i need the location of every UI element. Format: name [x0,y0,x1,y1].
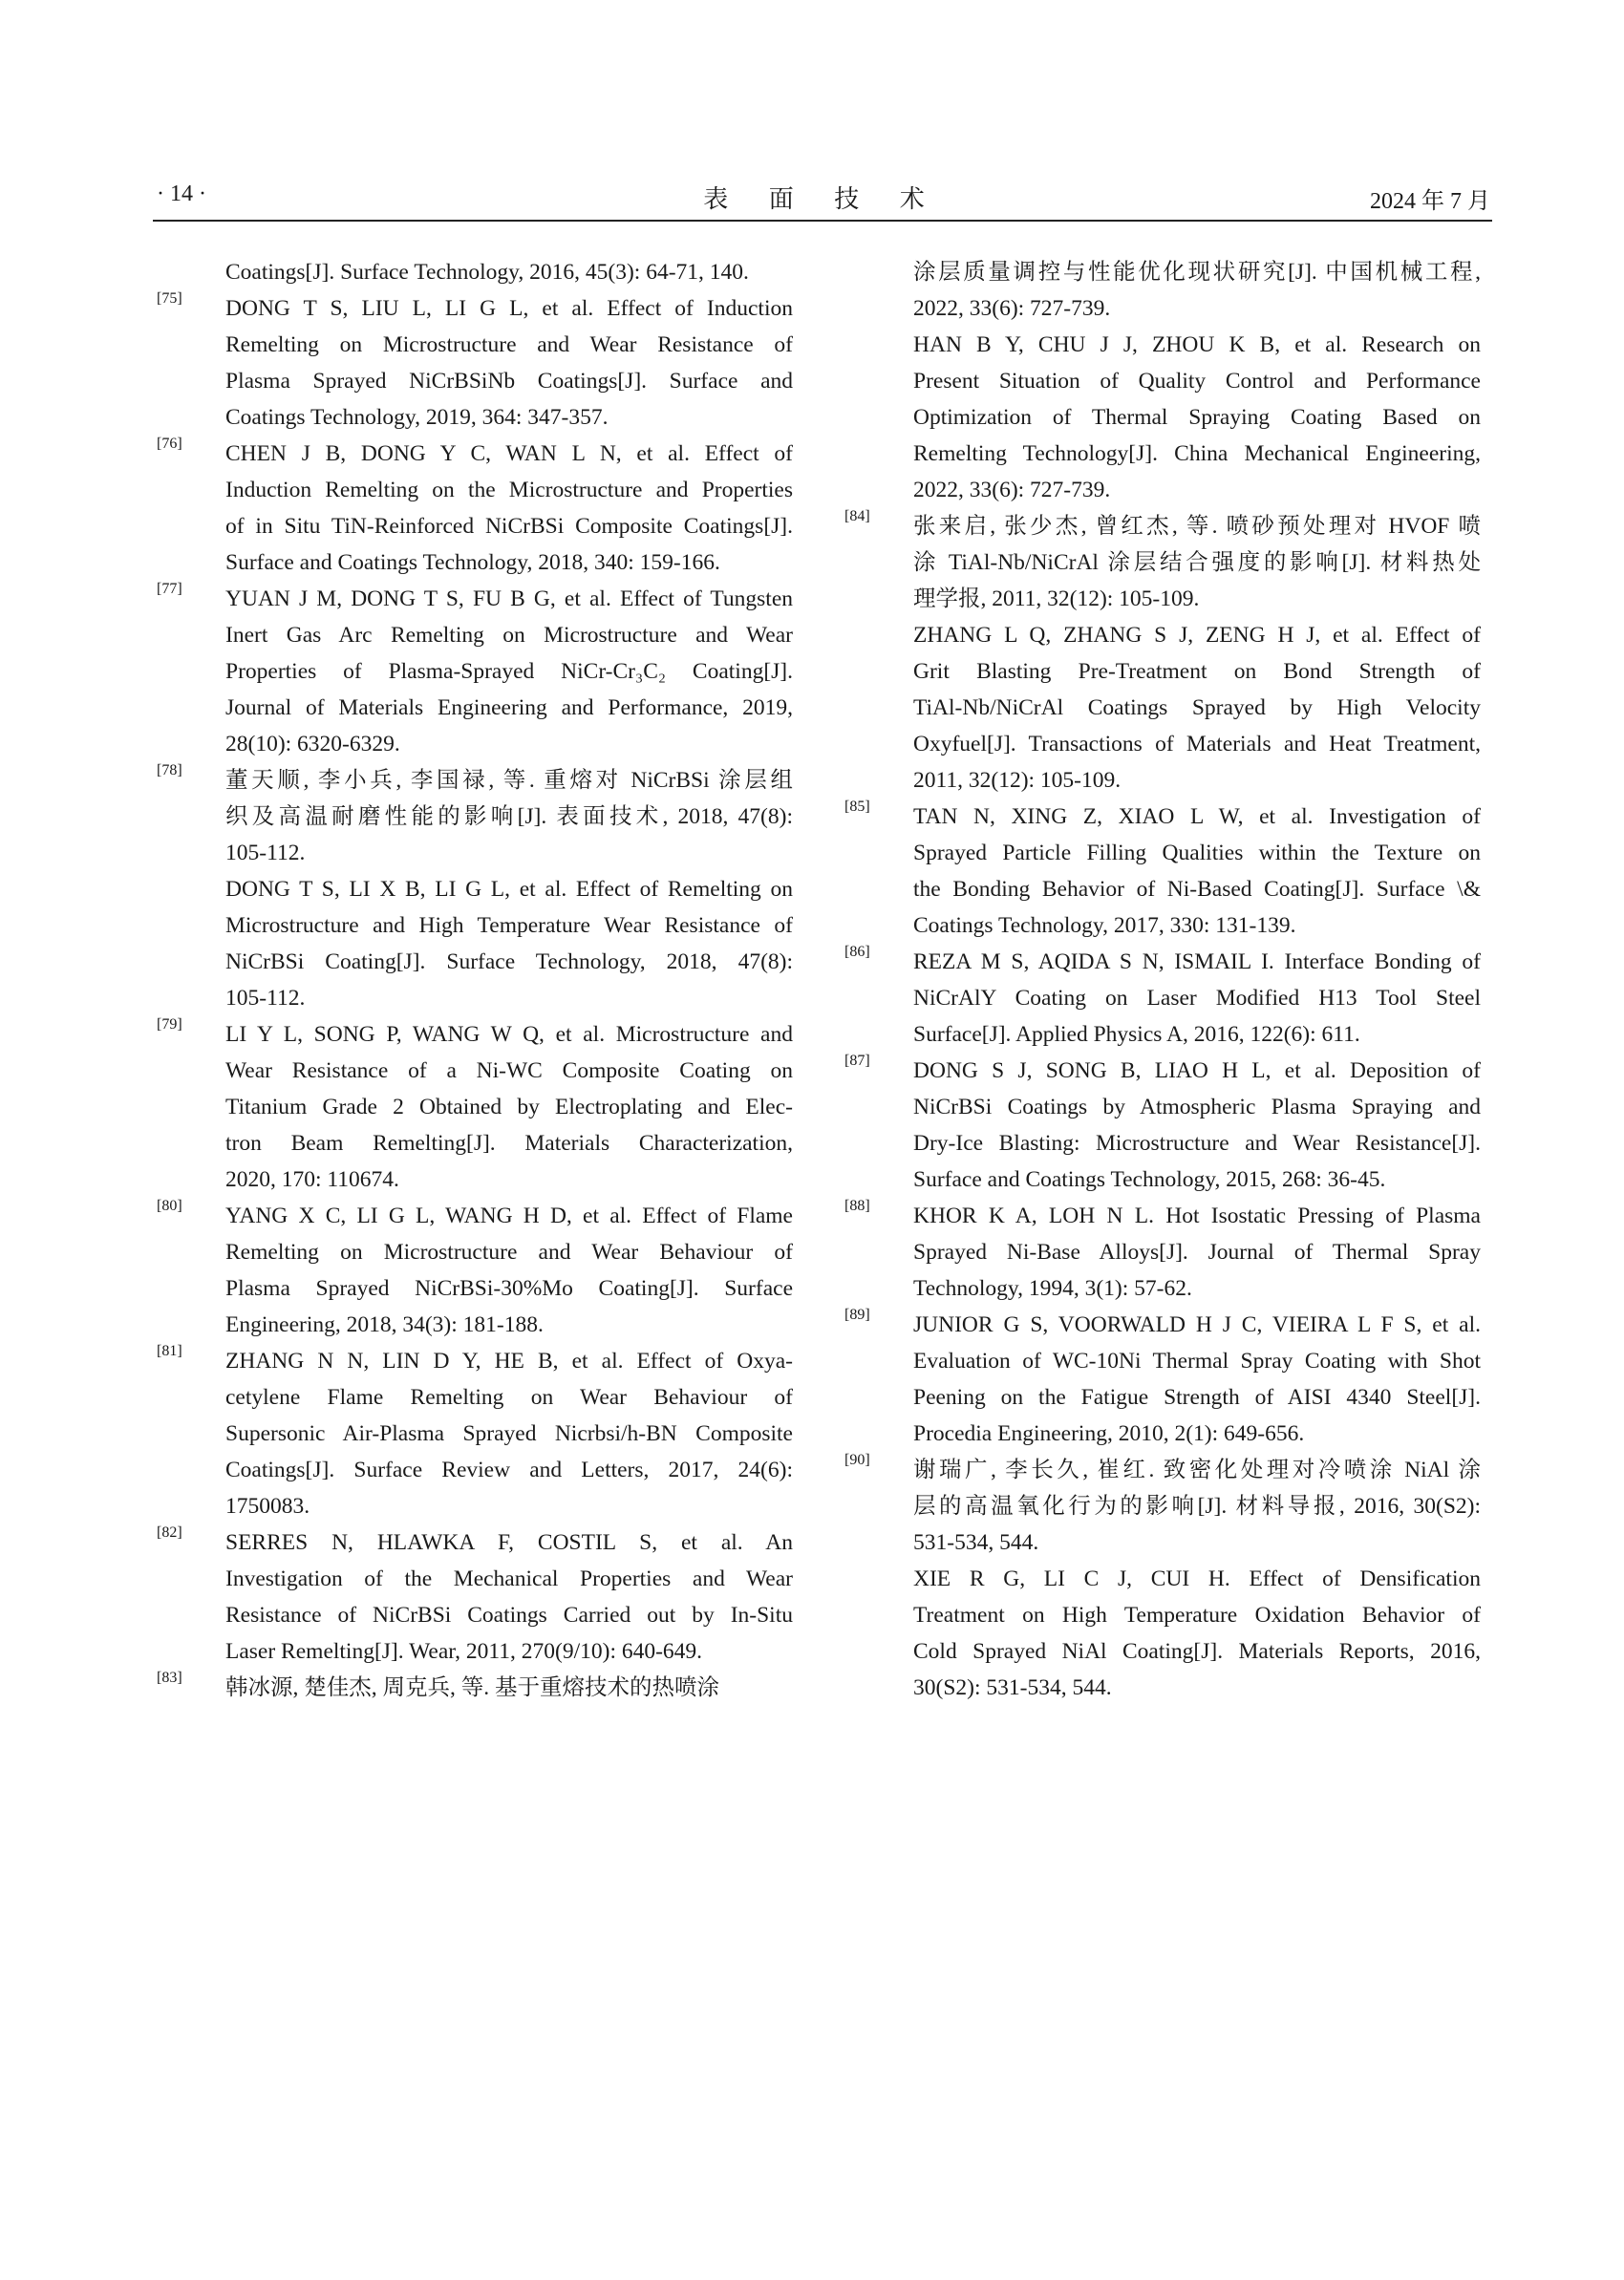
reference-line: DONG T S, LI X B, LI G L, et al. Effect of Remelting on [225,877,793,902]
reference-line: 1750083. [225,1494,310,1519]
reference-line: 董天顺, 李小兵, 李国禄, 等. 重熔对 NiCrBSi 涂层组 [225,768,793,793]
reference-number: [80] [157,1198,182,1214]
reference-line: Remelting on Microstructure and Wear Resistance of [225,332,793,357]
reference-line: Resistance of NiCrBSi Coatings Carried out by In-Situ [225,1603,793,1628]
reference-line: Plasma Sprayed NiCrBSi-30%Mo Coating[J]. Surface [225,1276,793,1301]
reference-line: JUNIOR G S, VOORWALD H J C, VIEIRA L F S, et al. [913,1312,1481,1337]
reference-line: Procedia Engineering, 2010, 2(1): 649-656. [913,1421,1305,1446]
reference-line: cetylene Flame Remelting on Wear Behaviour of [225,1385,793,1410]
reference-line: NiCrBSi Coatings by Atmospheric Plasma Spraying and [913,1095,1481,1119]
reference-number: [90] [844,1452,870,1468]
reference-entry [153,254,793,290]
reference-entry [841,1307,1481,1452]
reference-line: Surface and Coatings Technology, 2015, 268: 36-45. [913,1167,1386,1192]
reference-line: Coatings Technology, 2017, 330: 131-139. [913,913,1296,938]
reference-line: Coatings[J]. Surface Technology, 2016, 45(3): 64-71, 140. [225,260,749,285]
reference-line: Journal of Materials Engineering and Performance, 2019, [225,695,793,720]
reference-line: Sprayed Particle Filling Qualities within the Texture on [913,841,1481,865]
reference-line: REZA M S, AQIDA S N, ISMAIL I. Interface Bonding of [913,949,1481,974]
reference-line: TAN N, XING Z, XIAO L W, et al. Investigation of [913,804,1481,829]
reference-line: Investigation of the Mechanical Properties and Wear [225,1566,793,1591]
issue-date: 2024 年 7 月 [1370,189,1490,214]
reference-line: 张来启, 张少杰, 曾红杰, 等. 喷砂预处理对 HVOF 喷 [913,514,1481,539]
reference-line: 韩冰源, 楚佳杰, 周克兵, 等. 基于重熔技术的热喷涂 [225,1675,719,1700]
left-column-references [153,254,793,1706]
reference-line: ZHANG N N, LIN D Y, HE B, et al. Effect of Oxya- [225,1349,793,1374]
reference-line: NiCrBSi Coating[J]. Surface Technology, 2018, 47(8): [225,949,793,974]
reference-line: ZHANG L Q, ZHANG S J, ZENG H J, et al. Effect of [913,623,1481,648]
reference-line: HAN B Y, CHU J J, ZHOU K B, et al. Research on [913,332,1481,357]
reference-number: [75] [157,290,182,307]
reference-entry [153,436,793,581]
reference-line: XIE R G, LI C J, CUI H. Effect of Densification [913,1566,1481,1591]
reference-number: [77] [157,581,182,597]
reference-line: Remelting Technology[J]. China Mechanical Engineering, [913,441,1481,466]
reference-line: NiCrAlY Coating on Laser Modified H13 Tool Steel [913,986,1481,1011]
reference-line: Evaluation of WC-10Ni Thermal Spray Coating with Shot [913,1349,1481,1374]
reference-line: Cold Sprayed NiAl Coating[J]. Materials Reports, 2016, [913,1639,1481,1664]
reference-line: Technology, 1994, 3(1): 57-62. [913,1276,1192,1301]
reference-entry [841,1053,1481,1198]
reference-entry [841,799,1481,944]
reference-number: [82] [157,1524,182,1541]
reference-line: Inert Gas Arc Remelting on Microstructure and Wear [225,623,793,648]
reference-line: Supersonic Air-Plasma Sprayed Nicrbsi/h-BN Composite [225,1421,793,1446]
reference-entry [153,1524,793,1670]
reference-line: 2020, 170: 110674. [225,1167,399,1192]
reference-line: 28(10): 6320-6329. [225,732,400,756]
reference-number: [87] [844,1053,870,1069]
reference-entry [153,1198,793,1343]
reference-line: Wear Resistance of a Ni-WC Composite Coating on [225,1058,793,1083]
reference-line: YUAN J M, DONG T S, FU B G, et al. Effect of Tungsten [225,586,793,611]
reference-line: Peening on the Fatigue Strength of AISI 4340 Steel[J]. [913,1385,1481,1410]
reference-number: [83] [157,1670,182,1686]
reference-number: [78] [157,762,182,778]
reference-line: Coatings Technology, 2019, 364: 347-357. [225,405,609,430]
reference-line: KHOR K A, LOH N L. Hot Isostatic Pressing of Plasma [913,1204,1481,1228]
reference-line: 105-112. [225,986,306,1011]
reference-entry [841,1452,1481,1706]
reference-line: 105-112. [225,841,306,865]
right-column-references [841,254,1481,1706]
reference-line: CHEN J B, DONG Y C, WAN L N, et al. Effect of [225,441,793,466]
reference-line: SERRES N, HLAWKA F, COSTIL S, et al. An [225,1530,793,1555]
reference-line: Induction Remelting on the Microstructure and Properties [225,478,793,502]
reference-line: Microstructure and High Temperature Wear Resistance of [225,913,793,938]
reference-entry [153,1016,793,1198]
reference-line: Sprayed Ni-Base Alloys[J]. Journal of Thermal Spray [913,1240,1481,1265]
reference-entry [841,944,1481,1053]
reference-line: 2011, 32(12): 105-109. [913,768,1122,793]
reference-entry [153,1343,793,1524]
reference-line: Present Situation of Quality Control and Performance [913,369,1481,394]
reference-line: Treatment on High Temperature Oxidation Behavior of [913,1603,1481,1628]
reference-line: 531-534, 544. [913,1530,1039,1555]
reference-line: 涂 TiAl-Nb/NiCrAl 涂层结合强度的影响[J]. 材料热处 [913,550,1481,575]
reference-line: of in Situ TiN-Reinforced NiCrBSi Composite Coatings[J]. [225,514,793,539]
reference-number: [84] [844,508,870,524]
reference-line: Grit Blasting Pre-Treatment on Bond Strength of [913,659,1481,684]
reference-line: the Bonding Behavior of Ni-Based Coating[J]. Surface \& [913,877,1481,902]
reference-entry [841,1198,1481,1307]
reference-number: [89] [844,1307,870,1323]
reference-line: Dry-Ice Blasting: Microstructure and Wear Resistance[J]. [913,1131,1481,1156]
reference-line: DONG S J, SONG B, LIAO H L, et al. Deposition of [913,1058,1481,1083]
reference-number: [85] [844,799,870,815]
reference-entry [153,581,793,762]
reference-line: tron Beam Remelting[J]. Materials Characterization, [225,1131,793,1156]
reference-line: Properties of Plasma-Sprayed NiCr-Cr₃C₂ Coating[J]. [225,659,793,684]
reference-line: 谢瑞广, 李长久, 崔红. 致密化处理对冷喷涂 NiAl 涂 [913,1458,1481,1482]
reference-entry [841,254,1481,508]
reference-line: LI Y L, SONG P, WANG W Q, et al. Microstructure and [225,1022,793,1047]
reference-entry [153,762,793,1016]
reference-line: DONG T S, LIU L, LI G L, et al. Effect of Induction [225,296,793,321]
reference-line: 2022, 33(6): 727-739. [913,478,1111,502]
reference-line: Coatings[J]. Surface Review and Letters, 2017, 24(6): [225,1458,793,1482]
journal-title: 表 面 技 术 [703,185,942,213]
reference-line: Engineering, 2018, 34(3): 181-188. [225,1312,544,1337]
reference-line: Laser Remelting[J]. Wear, 2011, 270(9/10): 640-649. [225,1639,703,1664]
reference-line: 理学报, 2011, 32(12): 105-109. [913,586,1200,611]
reference-number: [76] [157,436,182,452]
reference-number: [86] [844,944,870,960]
reference-line: Remelting on Microstructure and Wear Behaviour of [225,1240,793,1265]
reference-line: 2022, 33(6): 727-739. [913,296,1111,321]
reference-line: TiAl-Nb/NiCrAl Coatings Sprayed by High Velocity [913,695,1481,720]
reference-line: Surface and Coatings Technology, 2018, 340: 159-166. [225,550,720,575]
running-header [153,178,1492,222]
reference-line: 30(S2): 531-534, 544. [913,1675,1112,1700]
reference-line: Oxyfuel[J]. Transactions of Materials and Heat Treatment, [913,732,1481,756]
reference-line: Surface[J]. Applied Physics A, 2016, 122(6): 611. [913,1022,1360,1047]
reference-number: [79] [157,1016,182,1033]
reference-entry [153,290,793,436]
reference-line: Titanium Grade 2 Obtained by Electroplating and Elec- [225,1095,793,1119]
reference-line: 层的高温氧化行为的影响[J]. 材料导报, 2016, 30(S2): [913,1494,1481,1519]
reference-entry [153,1670,793,1706]
reference-line: Optimization of Thermal Spraying Coating Based on [913,405,1481,430]
reference-number: [88] [844,1198,870,1214]
reference-line: YANG X C, LI G L, WANG H D, et al. Effect of Flame [225,1204,793,1228]
reference-line: 涂层质量调控与性能优化现状研究[J]. 中国机械工程, [913,260,1481,285]
reference-entry [841,508,1481,799]
page-number: · 14 · [157,181,206,206]
reference-line: Plasma Sprayed NiCrBSiNb Coatings[J]. Surface and [225,369,793,394]
reference-line: 织及高温耐磨性能的影响[J]. 表面技术, 2018, 47(8): [225,804,793,829]
reference-number: [81] [157,1343,182,1359]
